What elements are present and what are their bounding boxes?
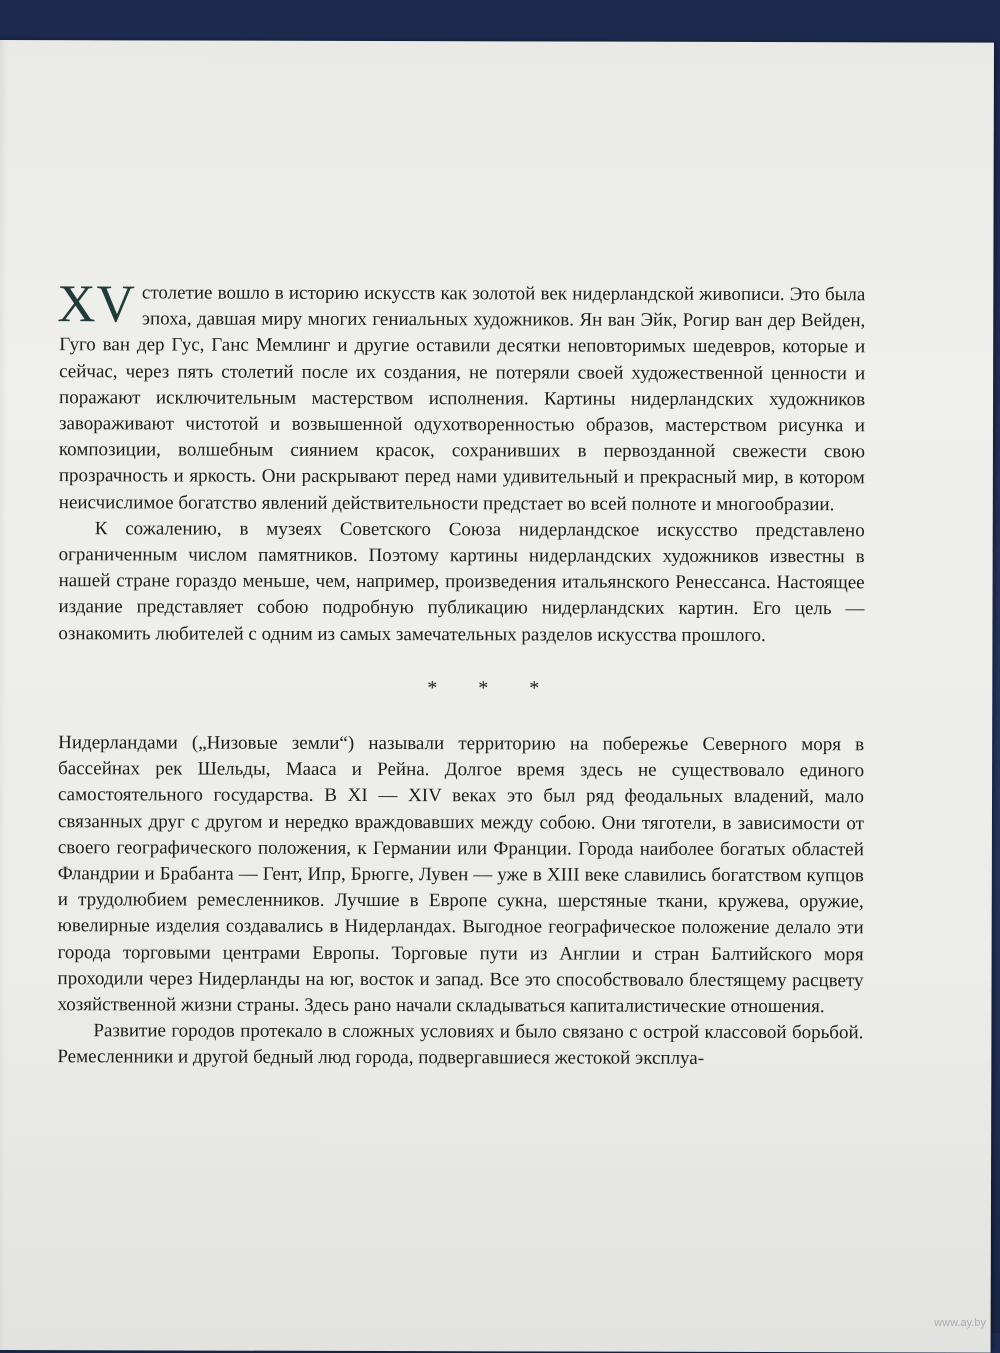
intro-paragraph-1-text: столетие вошло в историю искусств как золотой век нидерландской живописи. Это была эпоха, давшая миру многих гениальных художников. Ян ван Эйк, Рогир ван дер Вейден, Гуго ван дер Гус, Ганс Мемлинг и другие оставили десятки неповторимых шедевров, которые и сейчас, через пять столетий после их создания, не потеряли своей художественной ценности и поражают исключительным мастерством исполнения. Картины нидерландских художников завораживают чистотой и возвышенной одухотворенностью образов, мастерством рисунка и композиции, волшебным сиянием красок, сохранивших в первозданной свежести свою прозрачность и яркость. Они раскрывают перед нами удивительный и прекрасный мир, в котором неисчислимое богатство явлений действительности предстает во всей полноте и многообразии.: [58, 282, 866, 515]
history-paragraph-1: Нидерландами („Низовые земли“) называли территорию на побережье Северного моря в бассейнах рек Шельды, Мааса и Рейна. Долгое время здесь не существовало единого самостоятельного государства. В XI — XIV веках это был ряд феодальных владений, мало связанных друг с другом и нередко враждовавших между собою. Они тяготели, в зависимости от своего географического положения, к Германии или Франции. Города наиболее богатых областей Фландрии и Брабанта — Гент, Ипр, Брюгге, Лувен — уже в XIII веке славились богатством купцов и трудолюбием ремесленников. Лучшие в Европе сукна, шерстяные ткани, кружева, оружие, ювелирные изделия создавались в Нидерландах. Выгодное географическое положение делало эти города торговыми центрами Европы. Торговые пути из Англии и стран Балтийского моря проходили через Нидерланды на юг, восток и запад. Все это способствовало блестящему расцвету хозяйственной жизни страны. Здесь рано начали складываться капиталистические отношения.: [57, 732, 865, 1018]
intro-paragraph-1: [57, 275, 866, 518]
history-paragraph-2: Развитие городов протекало в сложных условиях и было связано с острой классовой борьбой. Ремесленники и другой бедный люд города, подвергавшиеся жестокой эксплуа-: [57, 1020, 864, 1070]
section-history: [57, 730, 864, 1073]
intro-paragraph-2: К сожалению, в музеях Советского Союза нидерландское искусство представлено ограниченным числом памятников. Поэтому картины нидерландских художников известны в нашей стране гораздо меньше, чем, например, произведения итальянского Ренессанса. Настоящее издание представляет собою подробную публикацию нидерландских картин. Его цель — ознакомить любителей с одним из самых замечательных разделов искусства прошлого.: [58, 518, 865, 646]
section-intro: [57, 275, 866, 649]
dropcap-xv: XV: [57, 275, 136, 334]
book-page: [0, 40, 994, 1353]
section-separator: * * *: [427, 677, 558, 700]
site-watermark: www.ay.by: [934, 1317, 986, 1329]
